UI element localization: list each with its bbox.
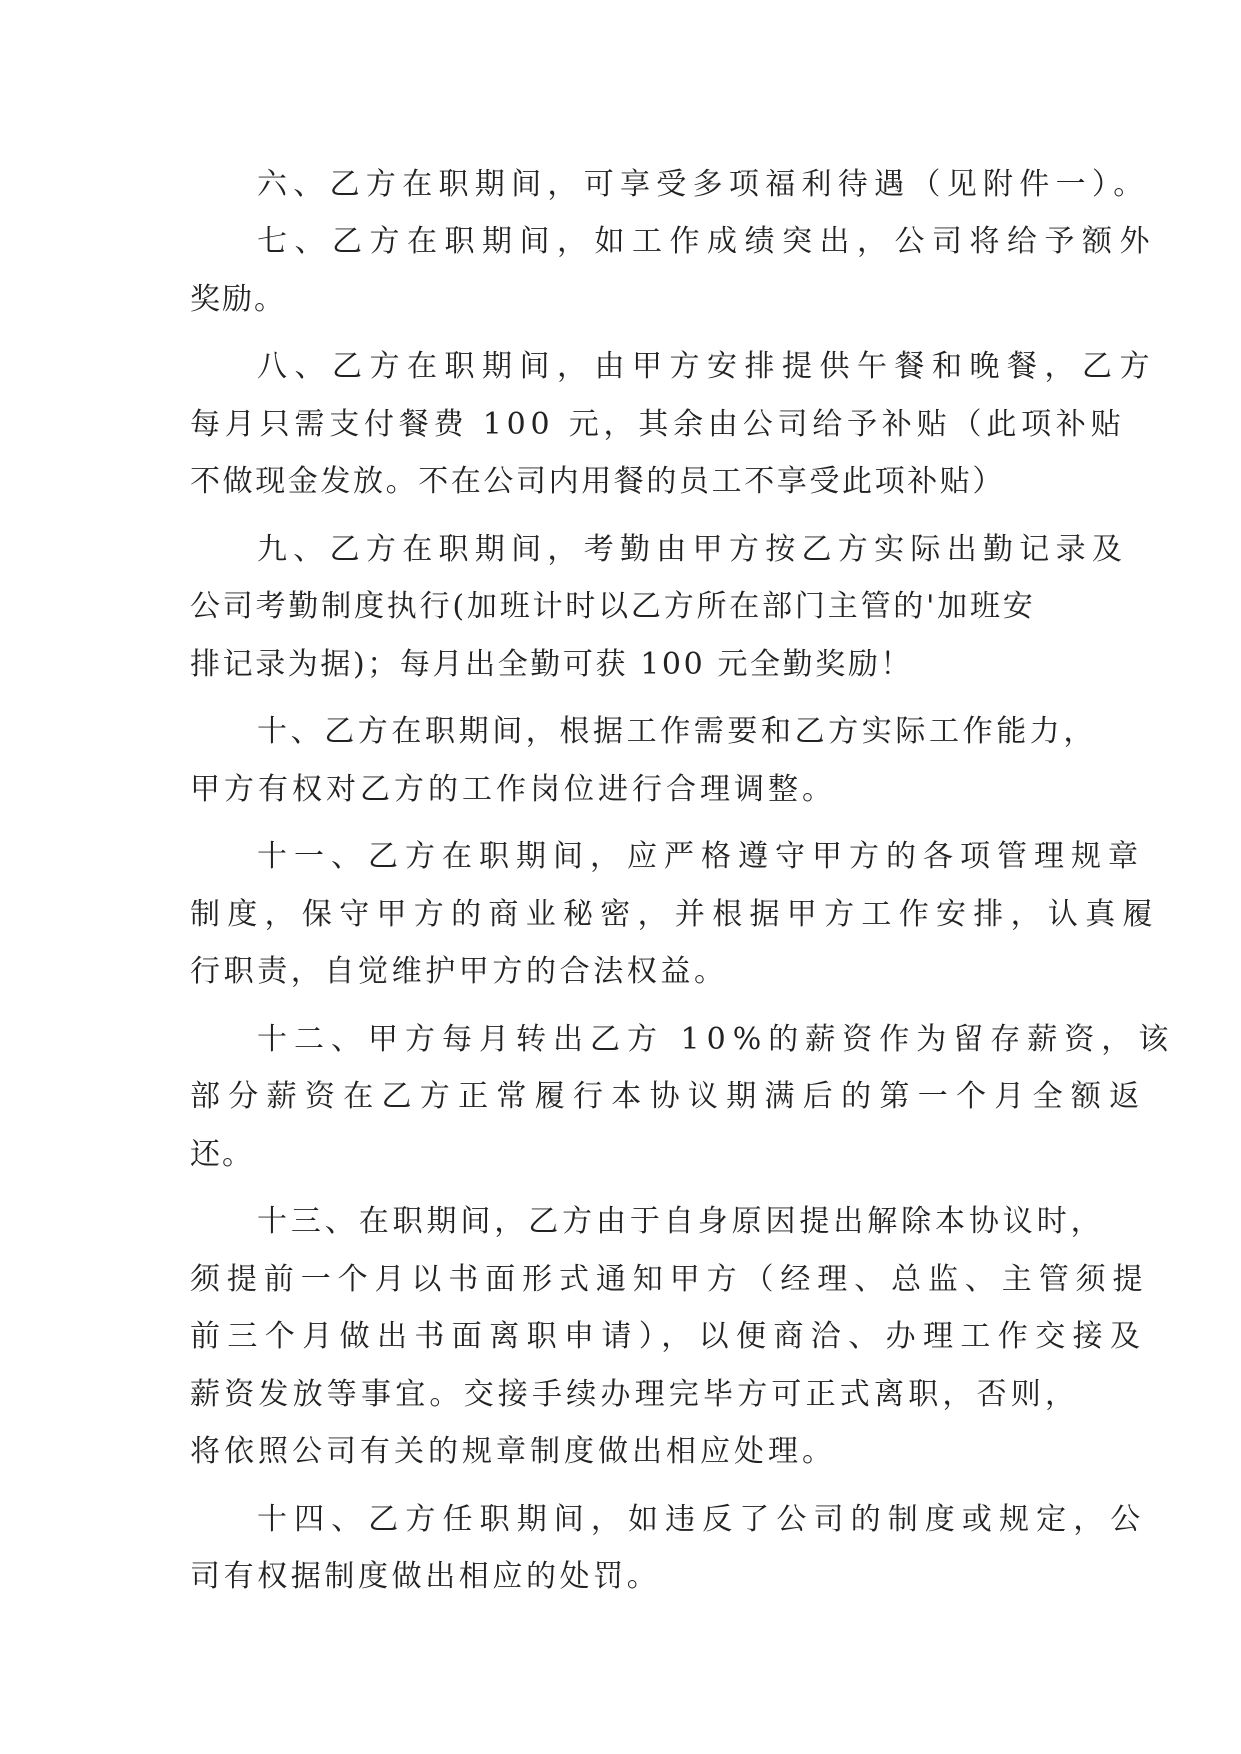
clause-13-line-5: 将依照公司有关的规章制度做出相应处理。	[190, 1434, 836, 1469]
clause-10-line-1: 十、乙方在职期间，根据工作需要和乙方实际工作能力，	[257, 714, 1097, 749]
clause-11-line-2: 制度，保守甲方的商业秘密，并根据甲方工作安排，认真履	[190, 897, 1160, 932]
clause-13-line-3: 前三个月做出书面离职申请），以便商洽、办理工作交接及	[190, 1319, 1148, 1354]
clause-12-line-3: 还。	[190, 1137, 254, 1172]
clause-13-line-1: 十三、在职期间，乙方由于自身原因提出解除本协议时，	[257, 1204, 1105, 1239]
clause-9-line-2: 公司考勤制度执行(加班计时以乙方所在部门主管的'加班安	[190, 589, 1036, 624]
clause-7-line-1: 七、乙方在职期间，如工作成绩突出，公司将给予额外	[257, 224, 1157, 259]
clause-7-line-2: 奖励。	[190, 282, 286, 317]
clause-8-line-3: 不做现金发放。不在公司内用餐的员工不享受此项补贴）	[190, 464, 1005, 499]
clause-8-line-1: 八、乙方在职期间，由甲方安排提供午餐和晚餐，乙方	[257, 349, 1157, 384]
clause-6-line-1: 六、乙方在职期间，可享受多项福利待遇（见附件一）。	[257, 167, 1150, 202]
clause-12-line-2: 部分薪资在乙方正常履行本协议期满后的第一个月全额返	[190, 1079, 1148, 1114]
clause-13-line-2: 须提前一个月以书面形式通知甲方（经理、总监、主管须提	[190, 1262, 1150, 1297]
clause-11-line-1: 十一、乙方在职期间，应严格遵守甲方的各项管理规章	[257, 839, 1145, 874]
clause-9-line-3: 排记录为据)；每月出全勤可获 100 元全勤奖励！	[190, 647, 914, 682]
clause-14-line-1: 十四、乙方任职期间，如违反了公司的制度或规定，公	[257, 1502, 1148, 1537]
clause-12-line-1: 十二、甲方每月转出乙方 10%的薪资作为留存薪资，该	[257, 1022, 1176, 1057]
clause-9-line-1: 九、乙方在职期间，考勤由甲方按乙方实际出勤记录及	[257, 532, 1129, 567]
clause-11-line-3: 行职责，自觉维护甲方的合法权益。	[190, 954, 728, 989]
clause-13-line-4: 薪资发放等事宜。交接手续办理完毕方可正式离职，否则，	[190, 1377, 1080, 1412]
clause-10-line-2: 甲方有权对乙方的工作岗位进行合理调整。	[190, 772, 836, 807]
clause-14-line-2: 司有权据制度做出相应的处罚。	[190, 1559, 661, 1594]
clause-8-line-2: 每月只需支付餐费 100 元，其余由公司给予补贴（此项补贴	[190, 407, 1126, 442]
